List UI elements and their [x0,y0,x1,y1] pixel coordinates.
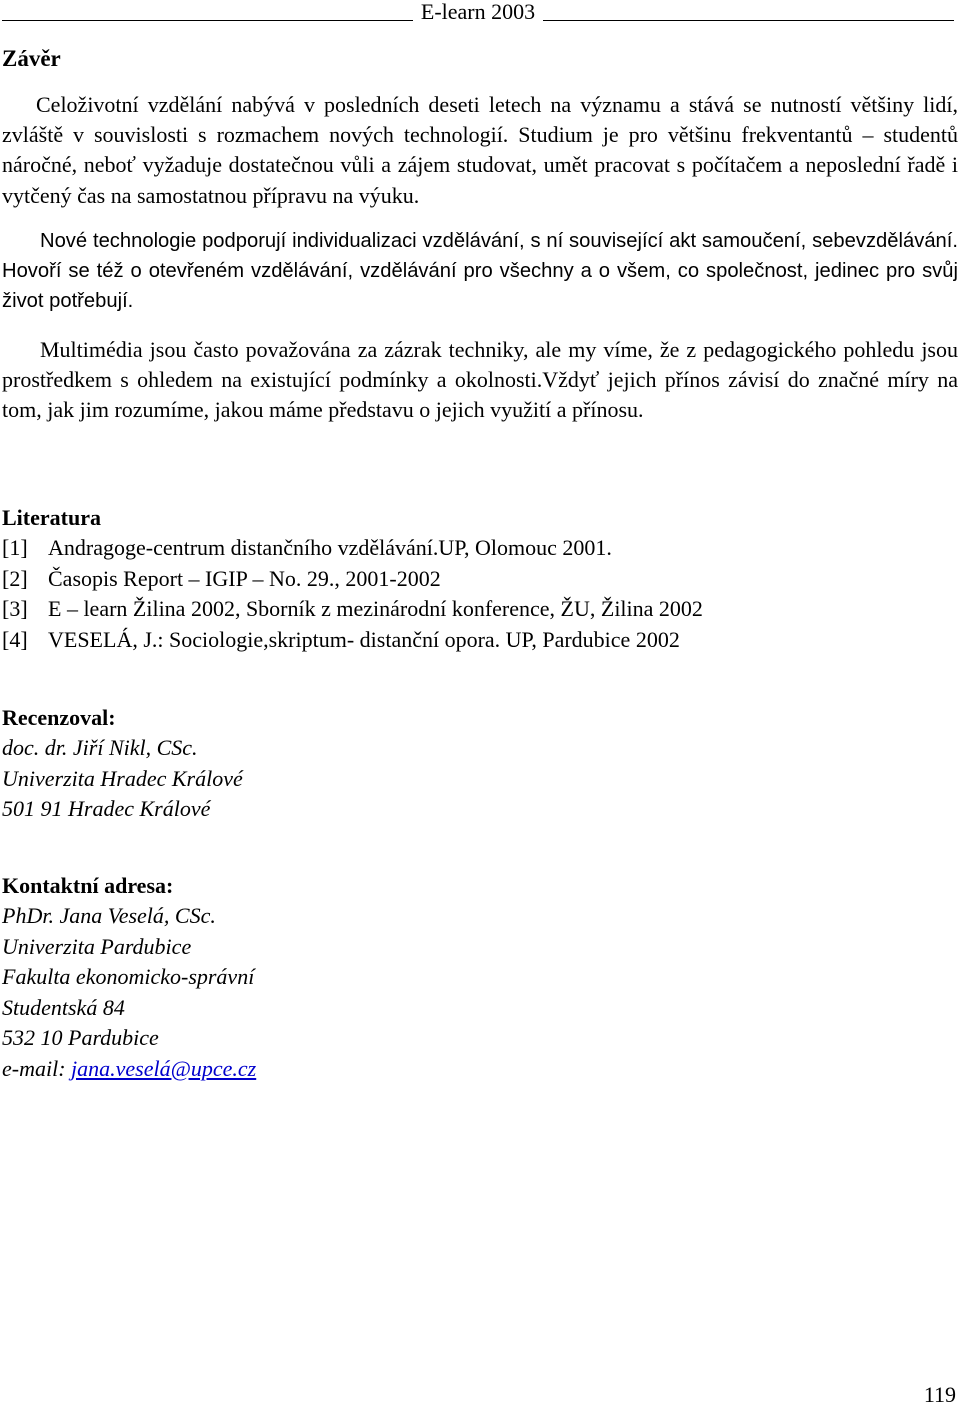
reference-item [2,533,703,564]
reference-text: VESELÁ, J.: Sociologie,skriptum- distanční opora. UP, Pardubice 2002 [48,626,680,652]
section-title: Závěr [2,46,61,71]
reference-text: E – learn Žilina 2002, Sborník z mezinárodní konference, ŽU, Žilina 2002 [48,596,703,621]
reference-text: Andragoge-centrum distančního vzdělávání.UP, Olomouc 2001. [48,535,612,560]
reference-list [2,533,703,655]
header-rule-left [2,20,413,21]
running-header [2,0,954,24]
contact-block [2,901,256,1084]
reference-item [2,564,703,595]
contact-name: PhDr. Jana Veselá, CSc. [2,903,216,928]
reference-number: [1] [2,535,28,560]
reviewer-city: 501 91 Hradec Králové [2,796,211,821]
reference-text: Časopis Report – IGIP – No. 29., 2001-2002 [48,565,441,591]
paragraph-1: Celoživotní vzdělání nabývá v posledních deseti letech na významu a stává se nutností většiny lidí, zvláště v souvislosti s rozmachem nových technologií. Studium je pro většinu frekventantů – studentů náročné, neboť vyžaduje dostatečnou vůli a zájem studovat, umět pracovat s počítačem a neposlední řadě i vytčený čas na samostatnou přípravu na výuku. [2,92,958,208]
email-link[interactable]: jana.veselá@upce.cz [71,1055,257,1081]
contact-faculty: Fakulta ekonomicko-správní [2,964,255,989]
reviewer-institution: Univerzita Hradec Králové [2,765,243,791]
header-title: E-learn 2003 [420,0,536,24]
contact-city: 532 10 Pardubice [2,1025,159,1050]
reviewer-name: doc. dr. Jiří Nikl, CSc. [2,735,198,760]
header-rule-right [543,20,954,21]
contact-street: Studentská 84 [2,994,125,1020]
reference-number: [3] [2,596,28,621]
page-number: 119 [923,1382,956,1407]
contact-email-line [2,1054,256,1085]
reference-number: [4] [2,626,28,652]
reviewer-title: Recenzoval: [2,705,116,730]
paragraph-3: Multimédia jsou často považována za zázrak techniky, ale my víme, že z pedagogického pohledu jsou prostředkem s ohledem na existující podmínky a okolnosti.Vždyť jejich přínos závisí do značné míry na tom, jak jim rozumíme, jakou máme představu o jejich využití a přínosu. [2,337,958,423]
contact-university: Univerzita Pardubice [2,933,192,959]
reference-item [2,594,703,625]
reviewer-block [2,733,243,825]
email-label: e-mail: [2,1055,72,1081]
paragraph-2: Nové technologie podporují individualizaci vzdělávání, s ní související akt samoučení, sebevzdělávání. Hovoří se též o otevřeném vzdělávání, vzdělávání pro všechny a o všem, co společnost, jedinec pro svůj život potřebují. [2,230,958,313]
contact-title: Kontaktní adresa: [2,873,174,898]
reference-item [2,625,703,656]
reference-number: [2] [2,565,28,591]
literature-title: Literatura [2,505,101,530]
